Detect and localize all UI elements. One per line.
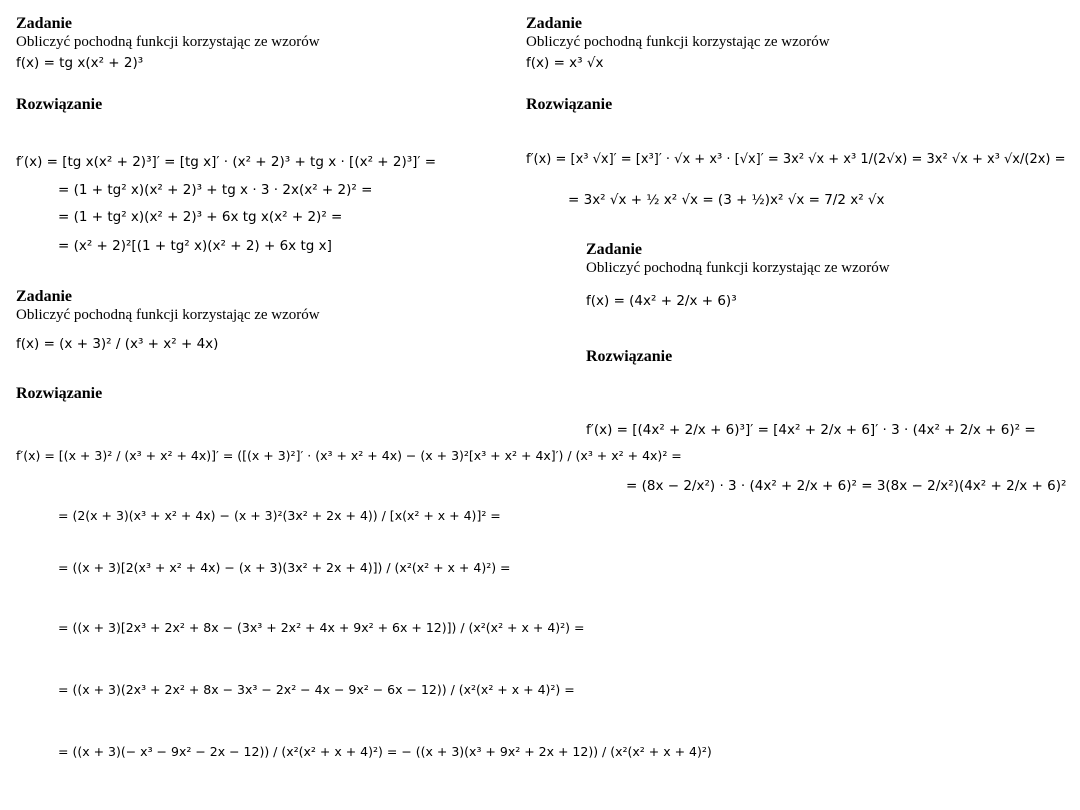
task-3-heading: Zadanie <box>526 15 583 32</box>
task-3-solution-heading: Rozwiązanie <box>526 96 613 113</box>
task-1 <box>16 14 516 114</box>
task-1-function: f(x) = tg x(x² + 2)³ <box>16 55 144 71</box>
task-1-step-4: = (x² + 2)²[(1 + tg² x)(x² + 2) + 6x tg x] <box>58 238 332 254</box>
task-4-step-1: f′(x) = [(4x² + 2/x + 6)³]′ = [4x² + 2/x + 6]′ · 3 · (4x² + 2/x + 6)² = <box>586 422 1036 438</box>
task-4-instruction: Obliczyć pochodną funkcji korzystając ze wzorów <box>586 260 890 276</box>
task-3 <box>526 14 1066 114</box>
task-1-step-2: = (1 + tg² x)(x² + 2)³ + tg x · 3 · 2x(x² + 2)² = <box>58 182 373 198</box>
task-2 <box>16 287 516 403</box>
task-4-step-2: = (8x − 2/x²) · 3 · (4x² + 2/x + 6)² = 3(8x − 2/x²)(4x² + 2/x + 6)² <box>626 478 1067 494</box>
task-2-solution-heading: Rozwiązanie <box>16 385 103 402</box>
task-2-step-4: = ((x + 3)[2x³ + 2x² + 8x − (3x³ + 2x² + 4x + 9x² + 6x + 12)]) / (x²(x² + x + 4)²) = <box>58 620 585 635</box>
task-3-function: f(x) = x³ √x <box>526 55 604 71</box>
task-1-heading: Zadanie <box>16 15 73 32</box>
task-4-solution-heading: Rozwiązanie <box>586 348 673 365</box>
task-3-instruction: Obliczyć pochodną funkcji korzystając ze wzorów <box>526 34 830 50</box>
task-2-function: f(x) = (x + 3)² / (x³ + x² + 4x) <box>16 336 219 352</box>
task-1-step-1: f′(x) = [tg x(x² + 2)³]′ = [tg x]′ · (x² + 2)³ + tg x · [(x² + 2)³]′ = <box>16 154 437 170</box>
task-2-instruction: Obliczyć pochodną funkcji korzystając ze wzorów <box>16 307 320 323</box>
task-2-step-1: f′(x) = [(x + 3)² / (x³ + x² + 4x)]′ = ([(x + 3)²]′ · (x³ + x² + 4x) − (x + 3)²[x³ + x² + 4x]′) / (x³ + x² + 4x)² = <box>16 448 682 463</box>
task-2-step-3: = ((x + 3)[2(x³ + x² + 4x) − (x + 3)(3x² + 2x + 4)]) / (x²(x² + x + 4)²) = <box>58 560 511 575</box>
task-1-instruction: Obliczyć pochodną funkcji korzystając ze wzorów <box>16 34 320 50</box>
task-3-step-2: = 3x² √x + ½ x² √x = (3 + ½)x² √x = 7/2 x² √x <box>568 192 885 208</box>
task-4 <box>586 240 1066 366</box>
task-2-step-2: = (2(x + 3)(x³ + x² + 4x) − (x + 3)²(3x² + 2x + 4)) / [x(x² + x + 4)]² = <box>58 508 501 523</box>
task-1-step-3: = (1 + tg² x)(x² + 2)³ + 6x tg x(x² + 2)² = <box>58 209 343 225</box>
task-4-heading: Zadanie <box>586 241 643 258</box>
task-4-function: f(x) = (4x² + 2/x + 6)³ <box>586 293 737 309</box>
task-3-step-1: f′(x) = [x³ √x]′ = [x³]′ · √x + x³ · [√x]′ = 3x² √x + x³ 1/(2√x) = 3x² √x + x³ √x/(2x) = <box>526 152 1066 167</box>
task-2-step-5: = ((x + 3)(2x³ + 2x² + 8x − 3x³ − 2x² − 4x − 9x² − 6x − 12)) / (x²(x² + x + 4)²) = <box>58 682 575 697</box>
task-2-heading: Zadanie <box>16 288 73 305</box>
task-1-solution-heading: Rozwiązanie <box>16 96 103 113</box>
task-2-step-6: = ((x + 3)(− x³ − 9x² − 2x − 12)) / (x²(x² + x + 4)²) = − ((x + 3)(x³ + 9x² + 2x + 12)) / (x²(x² + x + 4)²) <box>58 744 712 759</box>
